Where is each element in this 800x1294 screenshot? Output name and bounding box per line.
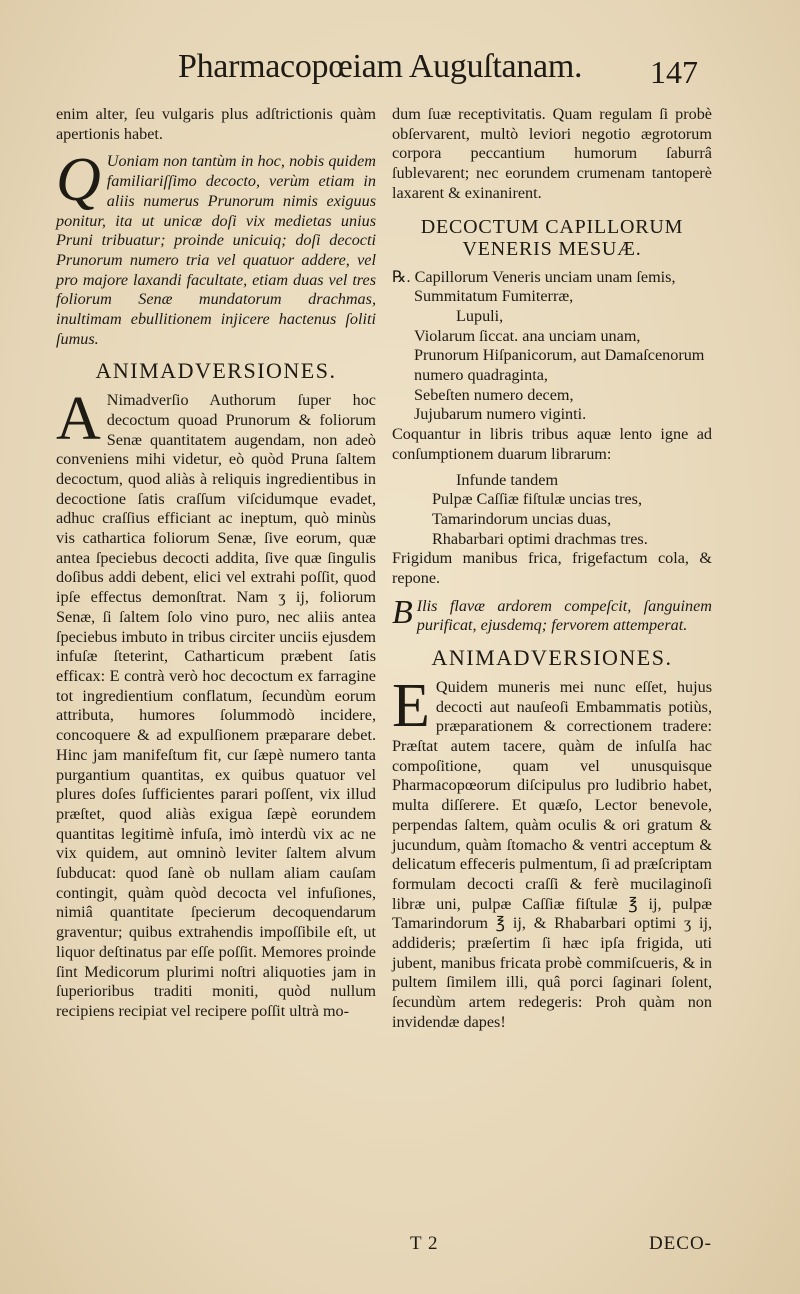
addition-item: Rhabarbari optimi drachmas tres.: [432, 529, 648, 548]
addition-list: [392, 490, 712, 549]
running-title: Pharmacopœiam Auguſtanam.: [178, 48, 583, 85]
equidem-paragraph: [392, 671, 712, 1033]
addition-item: Tamarindorum uncias duas,: [432, 509, 612, 528]
recipe-title-line-1: DECOCTUM CAPILLORUM: [420, 215, 684, 238]
infunde-line: Infunde tandem: [456, 470, 559, 489]
drop-cap-q: Q: [56, 146, 101, 215]
commentary-text: Uoniam non tantùm in hoc, nobis quidem familiariſſimo decocto, verùm etiam in aliis numerus Prunorum nimis exiguus ponitur, ita ut unicæ doſi vix medietas unius Pruni tribuatur; proinde unicuiq; doſi decocti Prunorum numero tria vel quatuor addere, vel pro majore laxandi facultate, etiam duas vel tres foliorum Senæ mundatorum drachmas, inultimam ebullitionem injicere hactenus ſoliti ſumus.: [56, 152, 376, 348]
cooking-instruction: Coquantur in libris tribus aquæ lento igne ad conſumptionem duarum librarum:: [392, 425, 712, 463]
recipe-title: [392, 216, 712, 260]
ingredient-item: Prunorum Hiſpanicorum, aut Damaſcenorum numero quadraginta,: [414, 346, 705, 385]
ingredient-item: ℞. Capillorum Veneris unciam unam ſemis,: [392, 267, 676, 286]
section-heading-animadversiones: ANIMADVERSIONES.: [95, 358, 337, 384]
ingredient-list: [392, 268, 712, 426]
virtues-text: Ilis flavæ ardorem compeſcit, ſanguinem purificat, ejusdemq; fervorem attemperat.: [416, 596, 712, 635]
animadversio-text: Nimadverſio Authorum ſuper hoc decoctum quoad Prunorum & foliorum Senæ quantitatem augendam, non adeò conveniens mihi videtur, eò quòd Pruna ſaltem decoctum, quod aliàs à reliquis ingredientibus in decoctione ſatis craſſum viſcidumque evadet, adhuc craſſius efficiant ac ineptum, quò minùs vis cathartica foliorum Senæ, ſive eorum, quæ antea ſpeciebus decocti addita, ſive quæ ſingulis doſibus addi debent, elici vel extrahi poſſit, quod ipſe effectus demonſtrat. Nam ʒ ij, foliorum Senæ, ſi ſaltem ſolo vino puro, nec aliis antea ſpeciebus imbuto in tribus circiter unciis ejusdem infuſæ ſteterint, Catharticum præbent ſatis efficax: E contrà verò hoc decoctum ex farragine tot ingredientium conflatum, ſecundùm eorum attributa, humores ſolummodò incidere, concoquere & ad expulſionem præparare debet. Hinc jam manifeſtum fit, cur ſæpè numero tanta purgantium quantitas, ex quibus quatuor vel plures doſes ſufficientes parari poſſent, vix illud præſtet, quod aliàs exigua ſæpè eorundem quantitas legitimè infuſa, imò interdù vix ac ne vix quidem, aut omninò leviter ſaltem alvum ſubducat: quod ſanè ob nullam aliam cauſam contingit, quàm quòd decocta vel infuſiones, nimiâ quantitate ſpecierum decoquendarum graventur; quibus extrahendis impoſſibile eſt, ut liquor deſtinatus par eſſe poſſit. Memores proinde ſint Medicorum plurimi noſtri aliquoties jam in ſuperioribus traditi moniti, quòd nullum recipiens recipiat vel recipere poſſit ultrà mo-: [56, 391, 376, 1020]
drop-cap-b: B: [392, 593, 413, 631]
left-column: [56, 105, 376, 1022]
signature-mark: T 2: [410, 1233, 439, 1254]
ingredient-item: Violarum ſiccat. ana unciam unam,: [414, 326, 641, 345]
continued-paragraph: enim alter, ſeu vulgaris plus adſtrictionis quàm apertionis habet.: [56, 105, 376, 143]
recipe-title-line-2: VENERIS MESUÆ.: [462, 237, 642, 260]
section-heading-animadversiones-right: ANIMADVERSIONES.: [431, 645, 673, 671]
drop-cap-a: A: [56, 385, 101, 454]
final-instruction: Frigidum manibus frica, frigefactum cola, & repone.: [392, 549, 712, 588]
equidem-text: Quidem muneris mei nunc eſſet, hujus decocti aut nauſeoſi Embammatis potiùs, præparationem & correctionem tradere: Præſtat autem tacere, quàm de inſulſa hac compoſitione, quam vel unusquisque Pharmacopœorum diſcipulus pro ludibrio habet, multa diſſerere. Et quæſo, Lector benevole, perpendas ſaltem, quàm oculis & ori gratum & jucundum, quàm ſtomacho & ventri acceptum & delicatum effeceris pulmentum, ſi ad præſcriptam formulam decocti craſſi & ferè mucilaginoſi libræ uni, pulpæ Caſſiæ fiſtulæ ℥ ij, pulpæ Tamarindorum ℥ ij, & Rhabarbari optimi ʒ ij, addideris; præſertim ſi hæc ipſa frigida, uti jubent, manibus fricata probè commiſcueris, & in pultem ſimilem illi, quâ porci ſaginari ſolent, ſecundùm artem redegeris: Proh quàm non invidendæ dapes!: [392, 677, 712, 1031]
virtues-paragraph: [392, 593, 712, 636]
page-footer: [392, 1233, 712, 1255]
catchword: DECO-: [648, 1233, 712, 1254]
drop-cap-e: E: [392, 671, 430, 740]
animadversio-paragraph: [56, 385, 376, 1022]
commentary-paragraph: [56, 146, 376, 349]
right-column: [392, 105, 712, 1033]
ingredient-item: Lupuli,: [456, 306, 504, 325]
continued-paragraph-right: dum ſuæ receptivitatis. Quam regulam ſi probè obſervarent, multò leviori negotio ægrotorum corpora peccantium humorum ſaburrâ ſublevarent; nec eorundem crumenam tantoperè laxarent & exinanirent.: [392, 105, 712, 202]
ingredient-item: Jujubarum numero viginti.: [414, 405, 587, 424]
page-number: 147: [650, 54, 698, 90]
page-header: [0, 48, 800, 98]
ingredient-item: Summitatum Fumiterræ,: [414, 287, 574, 306]
addition-item: Pulpæ Caſſiæ fiſtulæ uncias tres,: [432, 490, 642, 509]
ingredient-item: Sebeſten numero decem,: [414, 385, 574, 404]
